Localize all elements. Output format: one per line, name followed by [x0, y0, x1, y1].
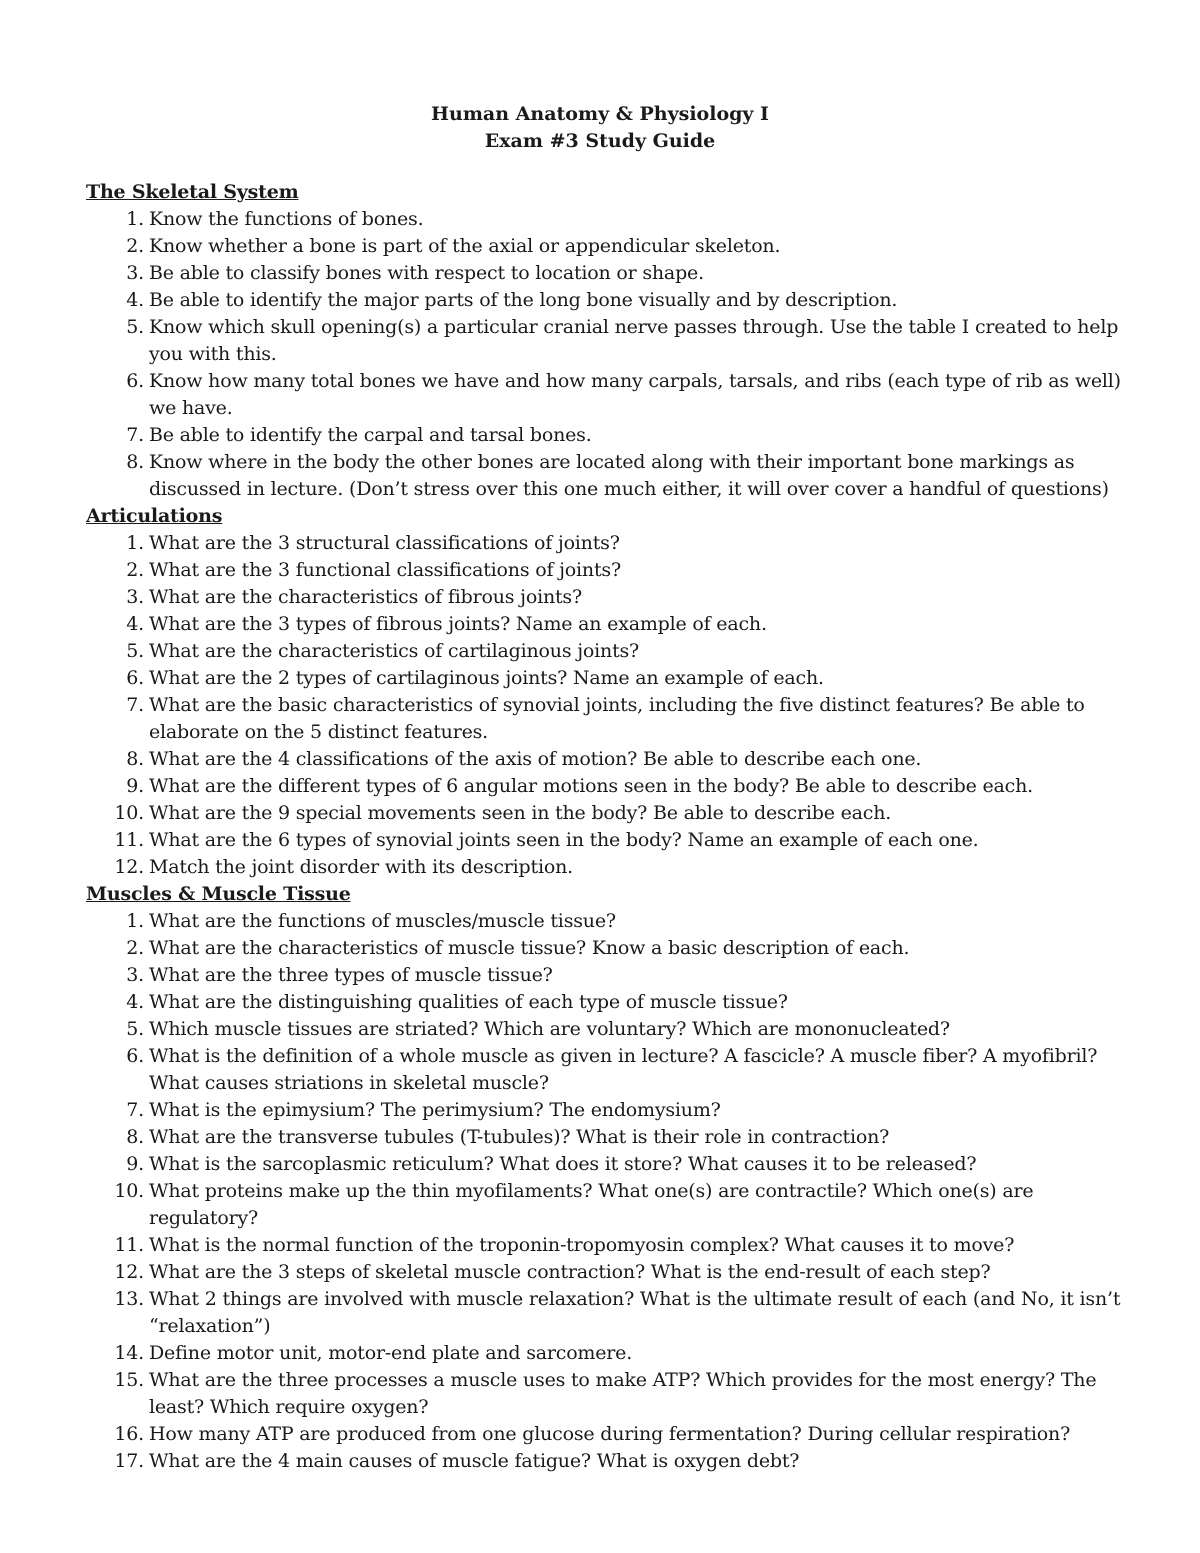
list-item	[86, 584, 1136, 611]
list-item	[86, 692, 1136, 746]
item-text: What are the characteristics of fibrous joints?	[149, 586, 582, 608]
item-text: What are the basic characteristics of synovial joints, including the five distinct features? Be able to elaborate on the 5 distinct features.	[149, 694, 1085, 743]
list-item	[86, 1232, 1136, 1259]
item-text: Know the functions of bones.	[149, 208, 424, 230]
item-text: What are the 6 types of synovial joints seen in the body? Name an example of each one.	[149, 829, 979, 851]
item-number: 3.	[126, 262, 144, 284]
item-text: What are the 9 special movements seen in the body? Be able to describe each.	[149, 802, 892, 824]
list-item	[86, 449, 1136, 503]
item-number: 6.	[126, 667, 144, 689]
list-item	[86, 1043, 1136, 1097]
item-number: 7.	[126, 694, 144, 716]
section-heading: Muscles & Muscle Tissue	[86, 883, 351, 905]
item-number: 4.	[126, 289, 144, 311]
list-item	[86, 260, 1136, 287]
list-item	[86, 1286, 1136, 1340]
item-number: 8.	[126, 1126, 144, 1148]
item-number: 4.	[126, 613, 144, 635]
item-number: 2.	[126, 559, 144, 581]
item-number: 2.	[126, 235, 144, 257]
list-item	[86, 368, 1136, 422]
item-text: Know how many total bones we have and how many carpals, tarsals, and ribs (each type of rib as well) we have.	[149, 370, 1121, 419]
item-number: 14.	[114, 1342, 144, 1364]
question-list	[86, 908, 1136, 1475]
item-number: 8.	[126, 748, 144, 770]
list-item	[86, 611, 1136, 638]
item-number: 11.	[114, 829, 144, 851]
item-number: 10.	[114, 802, 144, 824]
item-number: 10.	[114, 1180, 144, 1202]
list-item	[86, 1178, 1136, 1232]
study-guide-content	[86, 179, 1136, 1475]
item-text: Match the joint disorder with its description.	[149, 856, 573, 878]
item-text: Be able to classify bones with respect to location or shape.	[149, 262, 704, 284]
item-text: What are the 3 structural classifications of joints?	[149, 532, 620, 554]
item-number: 17.	[114, 1450, 144, 1472]
list-item	[86, 530, 1136, 557]
item-text: Define motor unit, motor-end plate and sarcomere.	[149, 1342, 633, 1364]
list-item	[86, 989, 1136, 1016]
item-text: What are the characteristics of muscle tissue? Know a basic description of each.	[149, 937, 910, 959]
item-number: 12.	[114, 856, 144, 878]
item-text: What 2 things are involved with muscle relaxation? What is the ultimate result of each (and No, it isn’t “relaxation”)	[149, 1288, 1121, 1337]
section-heading: Articulations	[86, 505, 223, 527]
list-item	[86, 935, 1136, 962]
item-text: How many ATP are produced from one glucose during fermentation? During cellular respiration?	[149, 1423, 1071, 1445]
item-number: 7.	[126, 1099, 144, 1121]
item-text: What are the different types of 6 angular motions seen in the body? Be able to describe each.	[149, 775, 1033, 797]
list-item	[86, 557, 1136, 584]
item-number: 13.	[114, 1288, 144, 1310]
list-item	[86, 314, 1136, 368]
item-number: 6.	[126, 1045, 144, 1067]
item-text: What proteins make up the thin myofilaments? What one(s) are contractile? Which one(s) are regulatory?	[149, 1180, 1034, 1229]
title-line-2: Exam #3 Study Guide	[484, 130, 716, 152]
list-item	[86, 1097, 1136, 1124]
list-item	[86, 800, 1136, 827]
list-item	[86, 1421, 1136, 1448]
item-text: Which muscle tissues are striated? Which are voluntary? Which are mononucleated?	[149, 1018, 950, 1040]
item-text: What are the 3 functional classifications of joints?	[149, 559, 621, 581]
item-number: 15.	[114, 1369, 144, 1391]
item-number: 1.	[126, 532, 144, 554]
item-number: 5.	[126, 640, 144, 662]
item-text: Know which skull opening(s) a particular cranial nerve passes through. Use the table I created to help you with this.	[149, 316, 1119, 365]
item-text: What are the functions of muscles/muscle tissue?	[149, 910, 616, 932]
item-text: What are the 4 main causes of muscle fatigue? What is oxygen debt?	[149, 1450, 800, 1472]
item-number: 16.	[114, 1423, 144, 1445]
list-item	[86, 422, 1136, 449]
item-number: 1.	[126, 910, 144, 932]
question-list	[86, 530, 1136, 881]
list-item	[86, 854, 1136, 881]
item-number: 9.	[126, 1153, 144, 1175]
list-item	[86, 206, 1136, 233]
list-item	[86, 962, 1136, 989]
list-item	[86, 1151, 1136, 1178]
list-item	[86, 1124, 1136, 1151]
item-text: What are the three processes a muscle uses to make ATP? Which provides for the most energy? The least? Which require oxygen?	[149, 1369, 1097, 1418]
item-number: 7.	[126, 424, 144, 446]
item-number: 5.	[126, 1018, 144, 1040]
item-text: What are the distinguishing qualities of each type of muscle tissue?	[149, 991, 788, 1013]
list-item	[86, 638, 1136, 665]
title-line-1: Human Anatomy & Physiology I	[431, 103, 769, 125]
section-muscles-muscle-tissue	[86, 881, 1136, 1475]
list-item	[86, 746, 1136, 773]
item-number: 8.	[126, 451, 144, 473]
list-item	[86, 1259, 1136, 1286]
item-number: 5.	[126, 316, 144, 338]
question-list	[86, 206, 1136, 503]
item-text: What are the 2 types of cartilaginous joints? Name an example of each.	[149, 667, 824, 689]
item-text: Know where in the body the other bones are located along with their important bone markings as discussed in lecture. (Don’t stress over this one much either, it will over cover a handful of questions)	[149, 451, 1109, 500]
item-number: 3.	[126, 964, 144, 986]
item-number: 6.	[126, 370, 144, 392]
item-number: 1.	[126, 208, 144, 230]
list-item	[86, 908, 1136, 935]
item-text: What are the 4 classifications of the axis of motion? Be able to describe each one.	[149, 748, 922, 770]
item-text: What is the definition of a whole muscle as given in lecture? A fascicle? A muscle fiber? A myofibril? What causes striations in skeletal muscle?	[149, 1045, 1098, 1094]
list-item	[86, 665, 1136, 692]
item-text: What are the characteristics of cartilaginous joints?	[149, 640, 640, 662]
list-item	[86, 773, 1136, 800]
item-number: 3.	[126, 586, 144, 608]
item-number: 9.	[126, 775, 144, 797]
item-number: 2.	[126, 937, 144, 959]
section-heading: The Skeletal System	[86, 181, 299, 203]
list-item	[86, 1340, 1136, 1367]
item-text: What is the normal function of the troponin-tropomyosin complex? What causes it to move?	[149, 1234, 1015, 1256]
item-text: Be able to identify the carpal and tarsal bones.	[149, 424, 592, 446]
section-skeletal-system	[86, 179, 1136, 503]
item-number: 4.	[126, 991, 144, 1013]
item-text: Know whether a bone is part of the axial or appendicular skeleton.	[149, 235, 781, 257]
list-item	[86, 1448, 1136, 1475]
item-text: What are the 3 types of fibrous joints? Name an example of each.	[149, 613, 767, 635]
list-item	[86, 1016, 1136, 1043]
section-articulations	[86, 503, 1136, 881]
list-item	[86, 233, 1136, 260]
document-title	[0, 101, 1200, 155]
item-text: What are the three types of muscle tissue?	[149, 964, 553, 986]
item-text: Be able to identify the major parts of the long bone visually and by description.	[149, 289, 898, 311]
item-number: 11.	[114, 1234, 144, 1256]
item-number: 12.	[114, 1261, 144, 1283]
item-text: What is the sarcoplasmic reticulum? What does it store? What causes it to be released?	[149, 1153, 977, 1175]
list-item	[86, 1367, 1136, 1421]
item-text: What are the 3 steps of skeletal muscle contraction? What is the end-result of each step?	[149, 1261, 991, 1283]
item-text: What is the epimysium? The perimysium? The endomysium?	[149, 1099, 721, 1121]
list-item	[86, 287, 1136, 314]
list-item	[86, 827, 1136, 854]
item-text: What are the transverse tubules (T-tubules)? What is their role in contraction?	[149, 1126, 890, 1148]
